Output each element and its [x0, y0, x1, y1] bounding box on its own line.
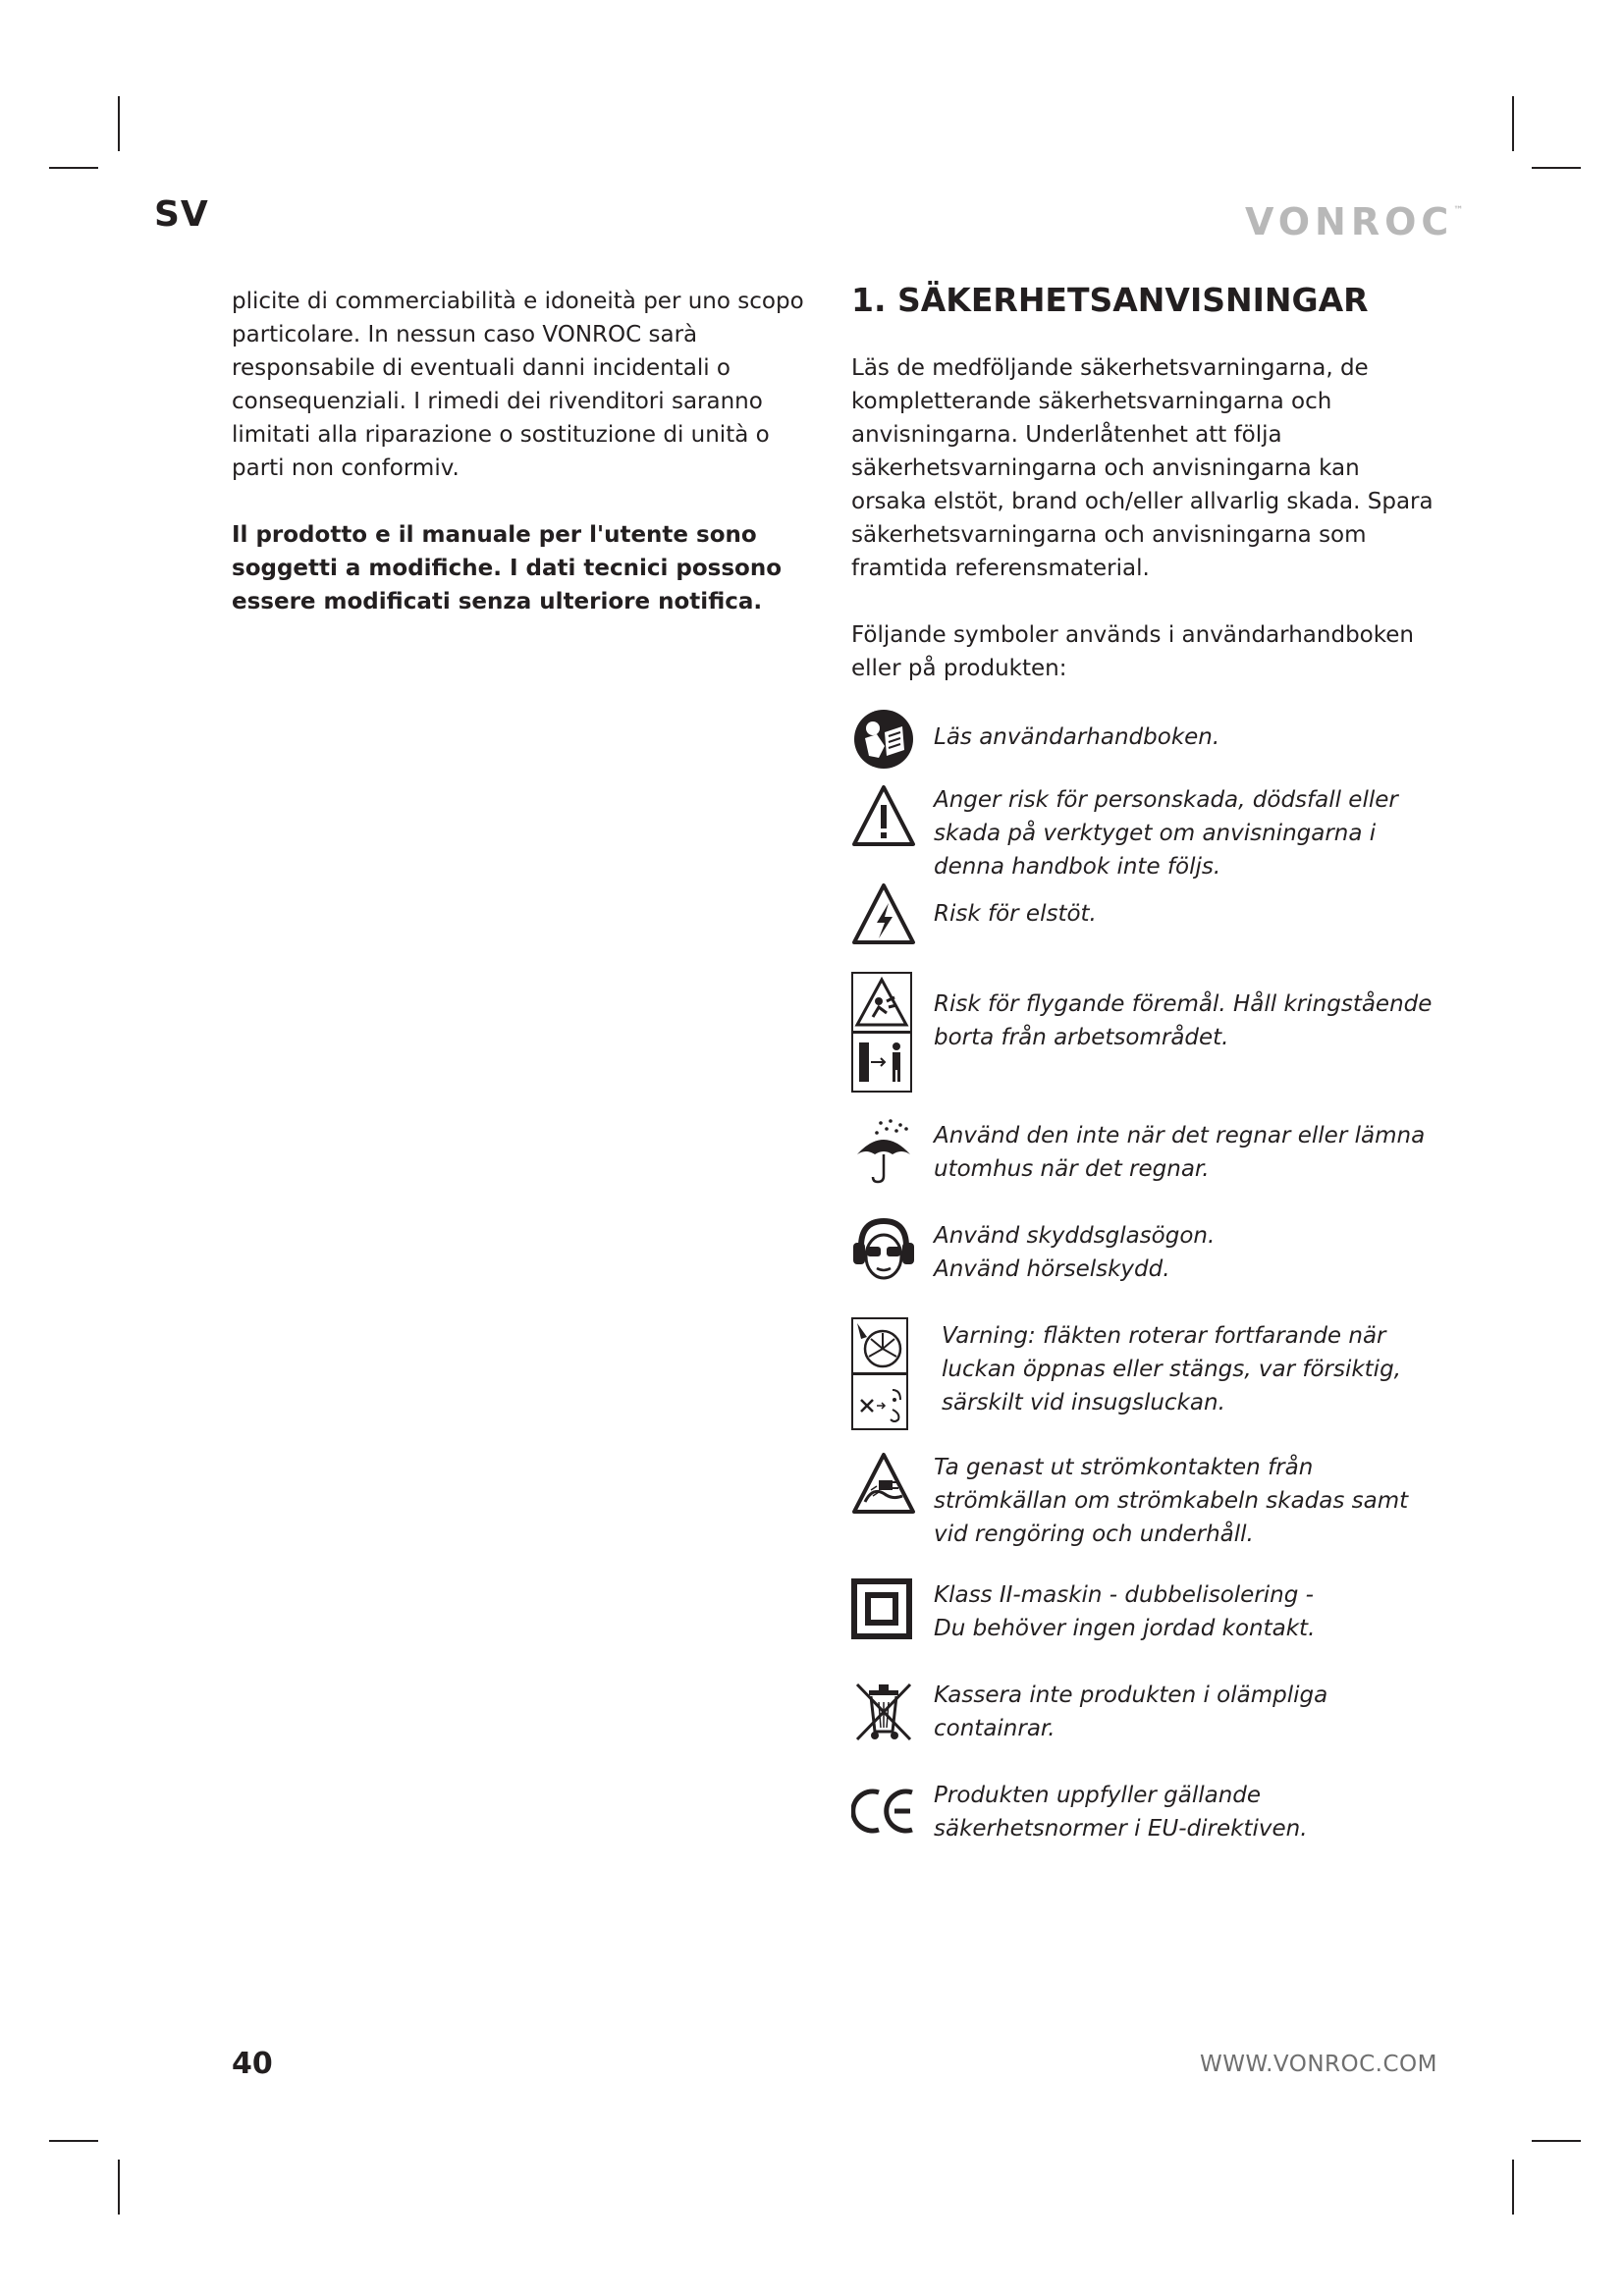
- symbol-text: Använd den inte när det regnar eller lämna utomhus när det regnar.: [934, 1123, 1426, 1182]
- website-url: WWW.VONROC.COM: [1200, 2052, 1437, 2077]
- page-number: 40: [232, 2047, 273, 2081]
- symbol-text: Risk för elstöt.: [934, 901, 1097, 927]
- crop-mark: [1532, 2140, 1581, 2142]
- symbol-text: Läs användarhandboken.: [934, 724, 1220, 750]
- symbol-text: Ta genast ut strömkontakten från strömkällan om strömkabeln skadas samt vid rengöring och underhåll.: [934, 1455, 1409, 1547]
- flying-objects-icon: [851, 972, 912, 1094]
- symbol-text: Risk för flygande föremål. Håll kringstående borta från arbetsområdet.: [934, 991, 1433, 1050]
- crop-mark: [118, 96, 120, 151]
- modification-notice: Il prodotto e il manuale per l'utente sono soggetti a modifiche. I dati tecnici possono essere modificati senza ulteriore notifica.: [232, 522, 783, 614]
- weee-crossed-bin-icon: [851, 1679, 916, 1743]
- symbol-text: Använd skyddsglasögon. Använd hörselskydd.: [934, 1223, 1216, 1282]
- brand-logo: VONROC™: [1245, 200, 1464, 243]
- intro-paragraph: Läs de medföljande säkerhetsvarningarna, de kompletterande säkerhetsvarningarna och anvisningarna. Underlåtenhet att följa säkerhetsvarningarna och anvisningarna kan orsaka elstöt, brand och/eller allvarlig skada. Spara säkerhetsvarningarna och anvisningarna som framtida referensmaterial.: [851, 355, 1434, 581]
- crop-mark: [1512, 2160, 1514, 2215]
- crop-mark: [49, 2140, 98, 2142]
- crop-mark: [49, 167, 98, 169]
- symbol-text: Kassera inte produkten i olämpliga containrar.: [934, 1682, 1328, 1741]
- symbol-text: Anger risk för personskada, dödsfall eller skada på verktyget om anvisningarna i denna handbok inte följs.: [934, 787, 1398, 880]
- symbol-text: Klass II-maskin - dubbelisolering - Du behöver ingen jordad kontakt.: [934, 1582, 1316, 1641]
- warning-triangle-icon: [851, 783, 916, 848]
- symbol-text: Produkten uppfyller gällande säkerhetsnormer i EU-direktiven.: [934, 1783, 1308, 1842]
- class-ii-double-insulation-icon: [851, 1578, 912, 1639]
- read-manual-icon: [851, 707, 916, 772]
- left-column: [232, 285, 821, 652]
- safety-glasses-ear-protection-icon: [851, 1217, 916, 1282]
- ce-mark-icon: [851, 1787, 916, 1836]
- language-code: SV: [154, 194, 209, 235]
- symbols-intro: Följande symboler används i användarhandboken eller på produkten:: [851, 622, 1414, 681]
- crop-mark: [1512, 96, 1514, 151]
- right-column: [851, 277, 1440, 1924]
- rotating-fan-warning-icon: [851, 1317, 908, 1431]
- warranty-paragraph: plicite di commerciabilità e idoneità per uno scopo particolare. In nessun caso VONROC sarà responsabile di eventuali danni incidentali o consequenziali. I rimedi dei rivenditori saranno limitati alla riparazione o sostituzione di unità o parti non conformiv.: [232, 289, 804, 481]
- symbol-list: [851, 707, 1440, 1924]
- crop-mark: [118, 2160, 120, 2215]
- unplug-damaged-cable-icon: [851, 1451, 916, 1516]
- symbol-text: Varning: fläkten roterar fortfarande när luckan öppnas eller stängs, var försiktig, särskilt vid insugsluckan.: [942, 1323, 1401, 1415]
- crop-mark: [1532, 167, 1581, 169]
- section-title: 1. SÄKERHETSANVISNINGAR: [851, 281, 1369, 319]
- electric-shock-icon: [851, 881, 916, 946]
- no-rain-icon: [851, 1117, 916, 1186]
